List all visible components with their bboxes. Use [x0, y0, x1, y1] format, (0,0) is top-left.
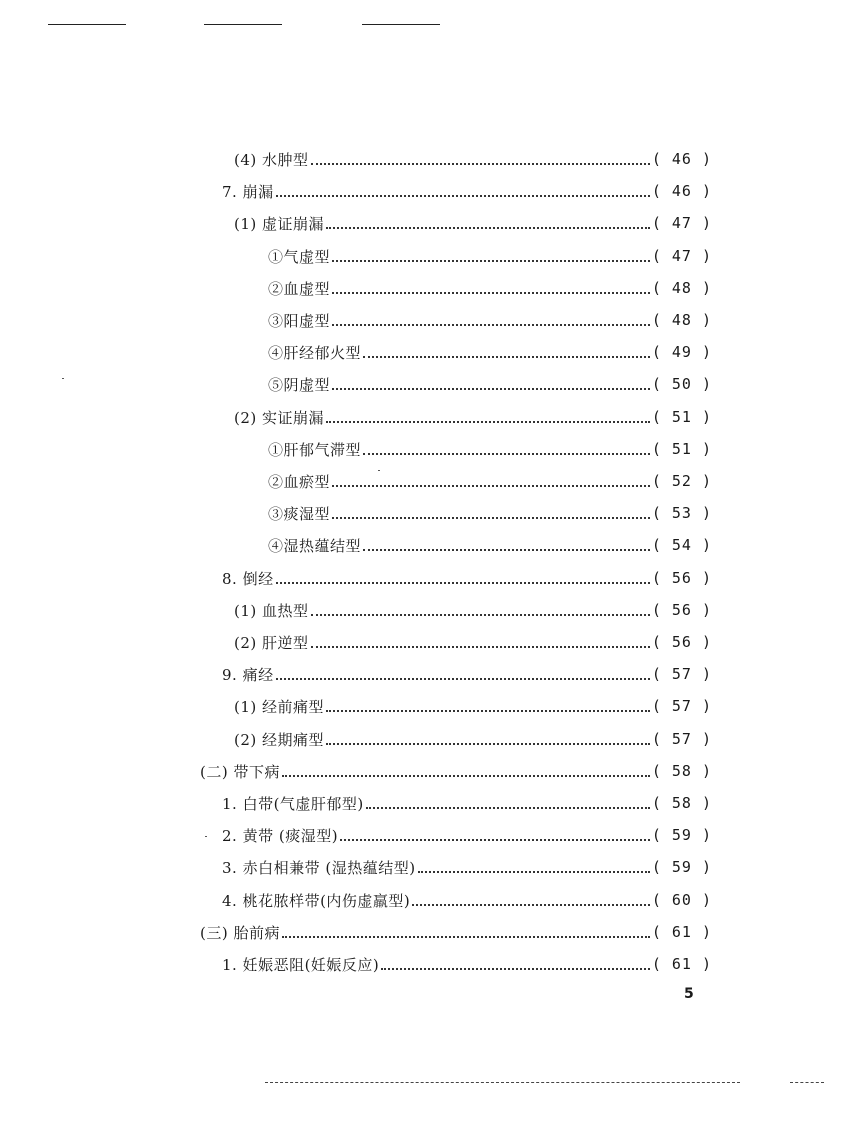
- toc-entry-label: (2) 肝逆型: [234, 633, 309, 652]
- toc-entry: [222, 886, 712, 914]
- toc-entry: [234, 692, 712, 720]
- stray-mark: [62, 378, 64, 379]
- toc-dot-leader: [412, 890, 650, 906]
- toc-entry-page: ( 54 ): [651, 536, 712, 554]
- toc-entry: [222, 853, 712, 881]
- toc-entry-page: ( 56 ): [651, 569, 712, 587]
- toc-dot-leader: [311, 632, 650, 648]
- toc-entry: [234, 596, 712, 624]
- toc-entry: [200, 918, 712, 946]
- toc-entry: [222, 789, 712, 817]
- bottom-scan-noise: [265, 1082, 740, 1083]
- toc-entry-page: ( 46 ): [651, 182, 712, 200]
- toc-entry: [234, 403, 712, 431]
- toc-entry: [222, 950, 712, 978]
- toc-entry-label: ⑤阴虚型: [268, 375, 331, 394]
- toc-dot-leader: [332, 310, 650, 326]
- toc-entry-label: ③阳虚型: [268, 311, 331, 330]
- toc-entry-label: 4. 桃花脓样带(内伤虚羸型): [222, 891, 411, 910]
- toc-entry-label: (1) 虚证崩漏: [234, 214, 325, 233]
- toc-entry-label: (二) 带下病: [200, 762, 280, 781]
- toc-dot-leader: [418, 857, 650, 873]
- toc-dot-leader: [326, 213, 650, 229]
- toc-entry: [268, 242, 712, 270]
- toc-entry-page: ( 48 ): [651, 279, 712, 297]
- toc-dot-leader: [326, 696, 650, 712]
- toc-entry-page: ( 49 ): [651, 343, 712, 361]
- toc-entry-page: ( 60 ): [651, 891, 712, 909]
- toc-entry-label: ②血瘀型: [268, 472, 331, 491]
- toc-entry-label: 9. 痛经: [222, 665, 274, 684]
- toc-entry-page: ( 48 ): [651, 311, 712, 329]
- toc-entry-label: 8. 倒经: [222, 569, 274, 588]
- toc-dot-leader: [282, 761, 650, 777]
- toc-entry-page: ( 57 ): [651, 697, 712, 715]
- toc-dot-leader: [311, 149, 650, 165]
- toc-dot-leader: [276, 664, 650, 680]
- toc-dot-leader: [340, 825, 650, 841]
- toc-entry-page: ( 50 ): [651, 375, 712, 393]
- toc-entry: [200, 757, 712, 785]
- toc-entry-label: ②血虚型: [268, 279, 331, 298]
- toc-entry-label: ①气虚型: [268, 247, 331, 266]
- toc-entry-label: 3. 赤白相兼带 (湿热蕴结型): [222, 858, 416, 877]
- toc-entry: [268, 499, 712, 527]
- toc-dot-leader: [366, 793, 650, 809]
- toc-dot-leader: [363, 535, 650, 551]
- toc-dot-leader: [332, 246, 650, 262]
- toc-entry-label: (1) 血热型: [234, 601, 309, 620]
- toc-entry-label: 1. 白带(气虚肝郁型): [222, 794, 364, 813]
- toc-entry-label: ③痰湿型: [268, 504, 331, 523]
- top-rule-3: [362, 24, 440, 25]
- toc-entry-page: ( 47 ): [651, 247, 712, 265]
- toc-entry: [268, 370, 712, 398]
- toc-dot-leader: [363, 342, 650, 358]
- toc-entry: [222, 660, 712, 688]
- toc-entry-label: 2. 黄带 (痰湿型): [222, 826, 339, 845]
- toc-entry-page: ( 53 ): [651, 504, 712, 522]
- toc-entry-page: ( 61 ): [651, 955, 712, 973]
- top-rule-1: [48, 24, 126, 25]
- toc-entry: [234, 725, 712, 753]
- toc-entry-page: ( 46 ): [651, 150, 712, 168]
- toc-dot-leader: [276, 568, 650, 584]
- toc-entry: [268, 435, 712, 463]
- toc-entry: [234, 209, 712, 237]
- bottom-scan-noise: [790, 1082, 824, 1083]
- toc-entry-page: ( 57 ): [651, 665, 712, 683]
- toc-dot-leader: [332, 374, 650, 390]
- toc-entry-label: 7. 崩漏: [222, 182, 274, 201]
- toc-entry-page: ( 51 ): [651, 440, 712, 458]
- toc-entry: [234, 628, 712, 656]
- toc-entry-label: 1. 妊娠恶阻(妊娠反应): [222, 955, 380, 974]
- toc-entry: [268, 338, 712, 366]
- toc-entry-page: ( 59 ): [651, 826, 712, 844]
- toc-entry-page: ( 56 ): [651, 601, 712, 619]
- stray-mark: [378, 470, 380, 471]
- toc-entry-label: (4) 水肿型: [234, 150, 309, 169]
- toc-entry-label: ④湿热蕴结型: [268, 536, 362, 555]
- toc-entry: [222, 821, 712, 849]
- toc-entry: [268, 274, 712, 302]
- toc-entry-label: ①肝郁气滞型: [268, 440, 362, 459]
- toc-entry-page: ( 56 ): [651, 633, 712, 651]
- toc-entry: [268, 531, 712, 559]
- toc-dot-leader: [332, 278, 650, 294]
- toc-dot-leader: [311, 600, 650, 616]
- toc-entry: [268, 467, 712, 495]
- toc-entry: [234, 145, 712, 173]
- toc-entry: [222, 177, 712, 205]
- page-number: 5: [684, 986, 694, 1002]
- toc-entry-page: ( 61 ): [651, 923, 712, 941]
- toc-entry-page: ( 59 ): [651, 858, 712, 876]
- toc-entry-page: ( 57 ): [651, 730, 712, 748]
- toc-entry: [268, 306, 712, 334]
- stray-mark: [205, 836, 207, 837]
- toc-dot-leader: [332, 503, 650, 519]
- toc-entry-label: (1) 经前痛型: [234, 697, 325, 716]
- toc-entry-page: ( 58 ): [651, 794, 712, 812]
- toc-entry-label: (2) 实证崩漏: [234, 408, 325, 427]
- toc-dot-leader: [332, 471, 650, 487]
- toc-dot-leader: [381, 954, 650, 970]
- toc-entry-page: ( 47 ): [651, 214, 712, 232]
- toc-entry-label: ④肝经郁火型: [268, 343, 362, 362]
- toc-entry-label: (2) 经期痛型: [234, 730, 325, 749]
- top-rule-2: [204, 24, 282, 25]
- toc-entry-page: ( 58 ): [651, 762, 712, 780]
- toc-dot-leader: [282, 922, 650, 938]
- toc-dot-leader: [363, 439, 650, 455]
- toc-entry: [222, 564, 712, 592]
- toc-dot-leader: [326, 407, 650, 423]
- toc-dot-leader: [276, 181, 650, 197]
- toc-entry-label: (三) 胎前病: [200, 923, 280, 942]
- toc-entry-page: ( 52 ): [651, 472, 712, 490]
- toc-dot-leader: [326, 729, 650, 745]
- toc-entry-page: ( 51 ): [651, 408, 712, 426]
